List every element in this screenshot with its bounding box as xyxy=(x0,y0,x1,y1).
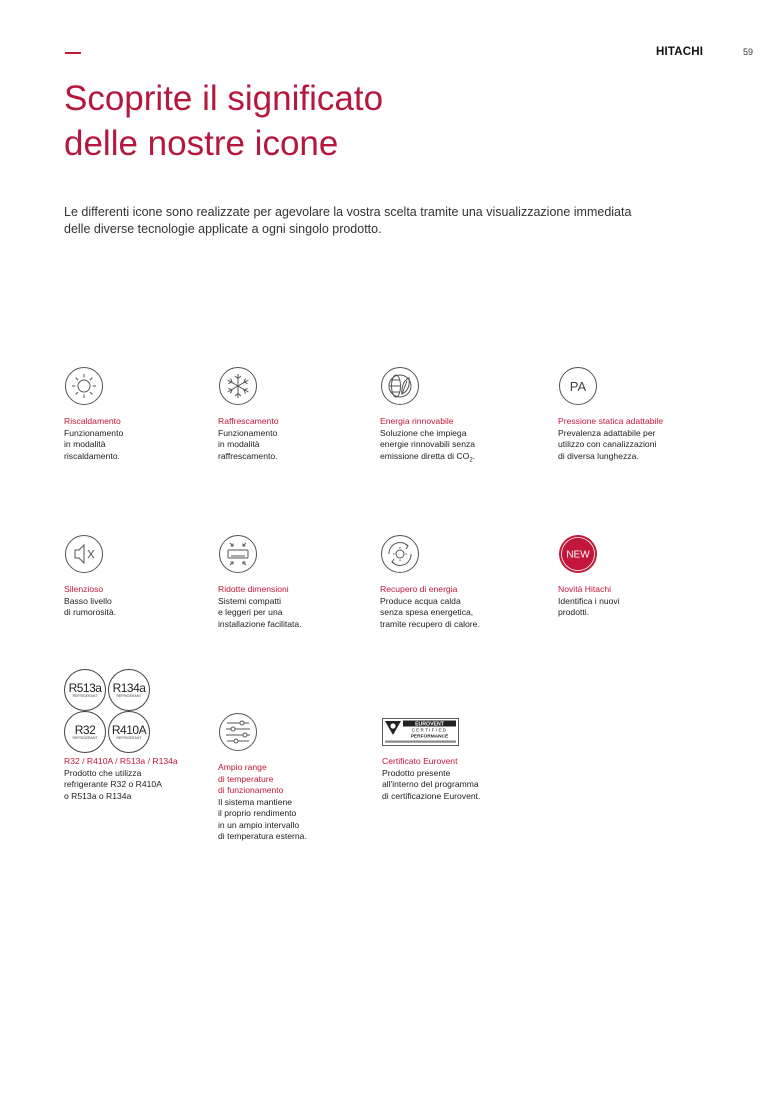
icon-description xyxy=(558,428,718,463)
desc-line: tramite recupero di calore. xyxy=(380,618,480,629)
refrigerant-badges xyxy=(64,669,160,749)
icon-description xyxy=(380,428,540,467)
desc-line: senza spesa energetica, xyxy=(380,607,474,617)
icon-card-ampio-range xyxy=(218,712,378,843)
desc-line: Prevalenza adattabile per xyxy=(558,427,656,438)
desc-line: riscaldamento. xyxy=(64,450,120,461)
desc-line: in modalità xyxy=(64,439,106,449)
icon-title: Ridotte dimensioni xyxy=(218,584,289,594)
icon-title: Recupero di energia xyxy=(380,584,458,594)
icon-card-recupero-energia xyxy=(380,534,540,630)
desc-line: Sistemi compatti xyxy=(218,595,282,606)
desc-line: Prodotto presente xyxy=(382,767,451,778)
icon-card-silenzioso xyxy=(64,534,224,619)
title-line: Ampio range xyxy=(218,762,267,772)
desc-line: Prodotto che utilizza xyxy=(64,767,142,778)
desc-line: in modalità xyxy=(218,439,260,449)
new-badge-label: NEW xyxy=(566,549,590,561)
desc-line: Funzionamento xyxy=(218,427,278,438)
desc-line: di certificazione Eurovent. xyxy=(382,790,481,801)
eurovent-logo-line2: CERTIFIED xyxy=(411,727,448,733)
desc-line: di diversa lunghezza. xyxy=(558,450,639,461)
pa-icon-label: PA xyxy=(569,379,587,394)
icon-card-energia-rinnovabile xyxy=(380,366,540,467)
brand-logo: HITACHI xyxy=(656,46,704,58)
badge-main: R513a xyxy=(68,681,102,695)
intro-line: delle diverse tecnologie applicate a ogni singolo prodotto. xyxy=(64,222,382,236)
page-number: 59 xyxy=(743,47,754,57)
desc-line: refrigerante R32 o R410A xyxy=(64,779,162,789)
desc-line: Il sistema mantiene xyxy=(218,796,293,807)
snowflake-icon xyxy=(218,366,258,406)
desc-line: Produce acqua calda xyxy=(380,595,461,606)
subscript: 2 xyxy=(469,457,473,464)
icon-card-pressione-statica xyxy=(558,366,718,462)
icon-card-refrigerante xyxy=(64,746,224,802)
icon-title: Certificato Eurovent xyxy=(382,756,458,766)
desc-line: all'interno del programma xyxy=(382,779,479,789)
desc-line: utilizzo con canalizzazioni xyxy=(558,439,657,449)
title-line: di funzionamento xyxy=(218,785,284,795)
icon-title: Raffrescamento xyxy=(218,416,279,426)
icon-description xyxy=(382,768,542,803)
sliders-icon xyxy=(218,712,258,752)
desc-text: . xyxy=(472,450,476,461)
page-title xyxy=(64,76,383,166)
badge-main: R32 xyxy=(74,723,96,737)
desc-line: in un ampio intervallo xyxy=(218,819,300,830)
desc-line xyxy=(380,451,540,467)
icon-description xyxy=(64,768,224,803)
globe-leaf-icon xyxy=(380,366,420,406)
icon-title: R32 / R410A / R513a / R134a xyxy=(64,756,178,766)
icon-description xyxy=(558,596,718,619)
desc-line: Identifica i nuovi xyxy=(558,595,620,606)
r134a-badge xyxy=(108,669,150,711)
intro-line: Le differenti icone sono realizzate per agevolare la vostra scelta tramite una visualizzazione immediata xyxy=(64,205,632,219)
icon-card-eurovent xyxy=(382,746,542,802)
badge-sub: REFRIGERANT xyxy=(116,694,142,698)
badge-main: R410A xyxy=(111,723,147,737)
desc-line: di rumorosità. xyxy=(64,607,117,617)
speaker-mute-icon xyxy=(64,534,104,574)
desc-line: il proprio rendimento xyxy=(218,808,297,818)
title-line: di temperature xyxy=(218,773,274,784)
accent-dash xyxy=(65,52,81,54)
badge-main: R134a xyxy=(112,681,146,695)
sun-icon xyxy=(64,366,104,406)
pa-icon xyxy=(558,366,598,406)
icon-title: Energia rinnovabile xyxy=(380,416,454,426)
desc-line: o R513a o R134a xyxy=(64,790,132,801)
icon-description xyxy=(64,428,224,463)
desc-line: installazione facilitata. xyxy=(218,618,302,629)
eurovent-logo xyxy=(382,718,459,746)
desc-line: Funzionamento xyxy=(64,427,124,438)
icon-title: Novità Hitachi xyxy=(558,584,612,594)
icon-title xyxy=(218,762,378,797)
icon-card-raffrescamento xyxy=(218,366,378,462)
badge-sub: REFRIGERANT xyxy=(72,736,98,740)
badge-sub: REFRIGERANT xyxy=(72,694,98,698)
badge-sub: REFRIGERANT xyxy=(116,736,142,740)
desc-line: energie rinnovabili senza xyxy=(380,439,476,449)
desc-text: emissione diretta di CO xyxy=(380,450,470,461)
eurovent-logo-line3: PERFORMANCE xyxy=(410,734,449,740)
desc-line: prodotti. xyxy=(558,607,590,617)
page-title-line: Scoprite il significato xyxy=(64,79,384,118)
desc-line: Basso livello xyxy=(64,595,112,606)
icon-title: Riscaldamento xyxy=(64,416,121,426)
desc-line: Soluzione che impiega xyxy=(380,427,467,438)
icon-card-novita xyxy=(558,534,718,619)
page-title-line: delle nostre icone xyxy=(64,124,339,163)
desc-line: di temperatura esterna. xyxy=(218,831,307,841)
icon-description xyxy=(218,797,378,843)
icon-title: Pressione statica adattabile xyxy=(558,416,664,426)
icon-card-ridotte-dimensioni xyxy=(218,534,378,630)
intro-paragraph xyxy=(64,204,684,238)
r513a-badge xyxy=(64,669,106,711)
new-badge-icon xyxy=(558,534,598,574)
compact-unit-icon xyxy=(218,534,258,574)
desc-line: raffrescamento. xyxy=(218,450,278,461)
heat-recovery-icon xyxy=(380,534,420,574)
icon-description xyxy=(380,596,540,631)
icon-description xyxy=(218,428,378,463)
icon-card-riscaldamento xyxy=(64,366,224,462)
icon-description xyxy=(64,596,224,619)
eurovent-logo-line1: EUROVENT xyxy=(415,721,444,728)
desc-line: e leggeri per una xyxy=(218,607,283,617)
icon-description xyxy=(218,596,378,631)
icon-title: Silenzioso xyxy=(64,584,104,594)
